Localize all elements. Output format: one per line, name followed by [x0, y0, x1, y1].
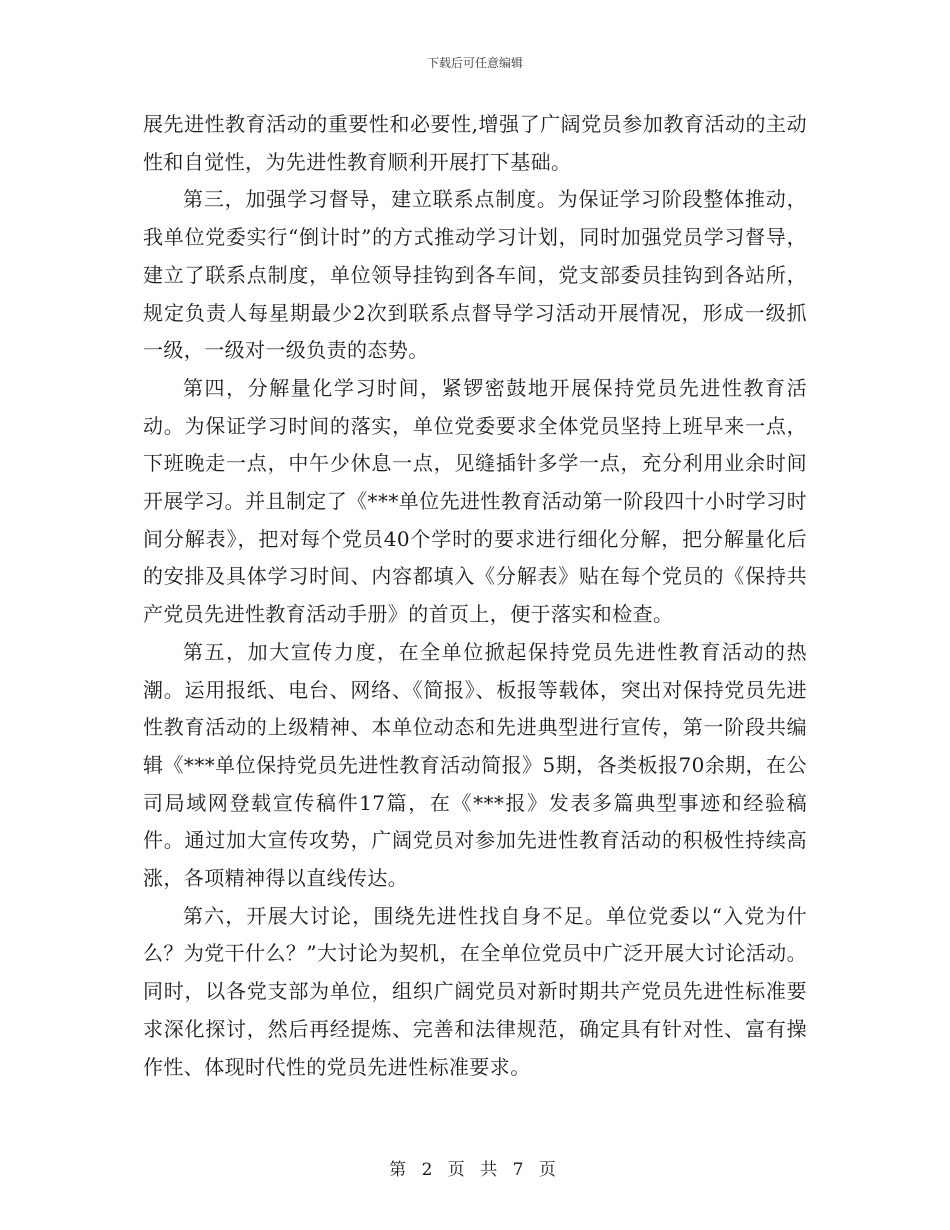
paragraph: 第四，分解量化学习时间，紧锣密鼓地开展保持党员先进性教育活动。为保证学习时间的落实，单位党委要求全体党员坚持上班早来一点，下班晚走一点，中午少休息一点，见缝插针多学一点，充分利用业余时间开展学习。并且制定了《***单位先进性教育活动第一阶段四十小时学习时间分解表》，把对每个党员40个学时的要求进行细化分解，把分解量化后的安排及具体学习时间、内容都填入《分解表》贴在每个党员的《保持共产党员先进性教育活动手册》的首页上，便于落实和检查。	[143, 375, 807, 627]
paragraph: 第五，加大宣传力度，在全单位掀起保持党员先进性教育活动的热潮。运用报纸、电台、网络、《简报》、板报等载体，突出对保持党员先进性教育活动的上级精神、本单位动态和先进典型进行宣传，第一阶段共编辑《***单位保持党员先进性教育活动简报》5期，各类板报70余期，在公司局域网登载宣传稿件17篇，在《***报》发表多篇典型事迹和经验稿件。通过加大宣传攻势，广阔党员对参加先进性教育活动的积极性持续高涨，各项精神得以直线传达。	[143, 639, 807, 891]
paragraph: 第三，加强学习督导，建立联系点制度。为保证学习阶段整体推动，我单位党委实行“倒计时”的方式推动学习计划，同时加强党员学习督导，建立了联系点制度，单位领导挂钩到各车间，党支部委员挂钩到各站所，规定负责人每星期最少2次到联系点督导学习活动开展情况，形成一级抓一级，一级对一级负责的态势。	[143, 187, 807, 363]
header-note: 下载后可任意编辑	[426, 56, 523, 70]
page-number: 第 2 页 共 7 页	[389, 1160, 561, 1180]
paragraph: 第六，开展大讨论，围绕先进性找自身不足。单位党委以“入党为什么？为党干什么？”大讨论为契机，在全单位党员中广泛开展大讨论活动。同时，以各党支部为单位，组织广阔党员对新时期共产党员先进性标准要求深化探讨，然后再经提炼、完善和法律规范，确定具有针对性、富有操作性、体现时代性的党员先进性标准要求。	[143, 903, 807, 1079]
paragraph: 展先进性教育活动的重要性和必要性,增强了广阔党员参加教育活动的主动性和自觉性，为先进性教育顺利开展打下基础。	[143, 112, 807, 174]
document-body	[143, 106, 807, 1086]
